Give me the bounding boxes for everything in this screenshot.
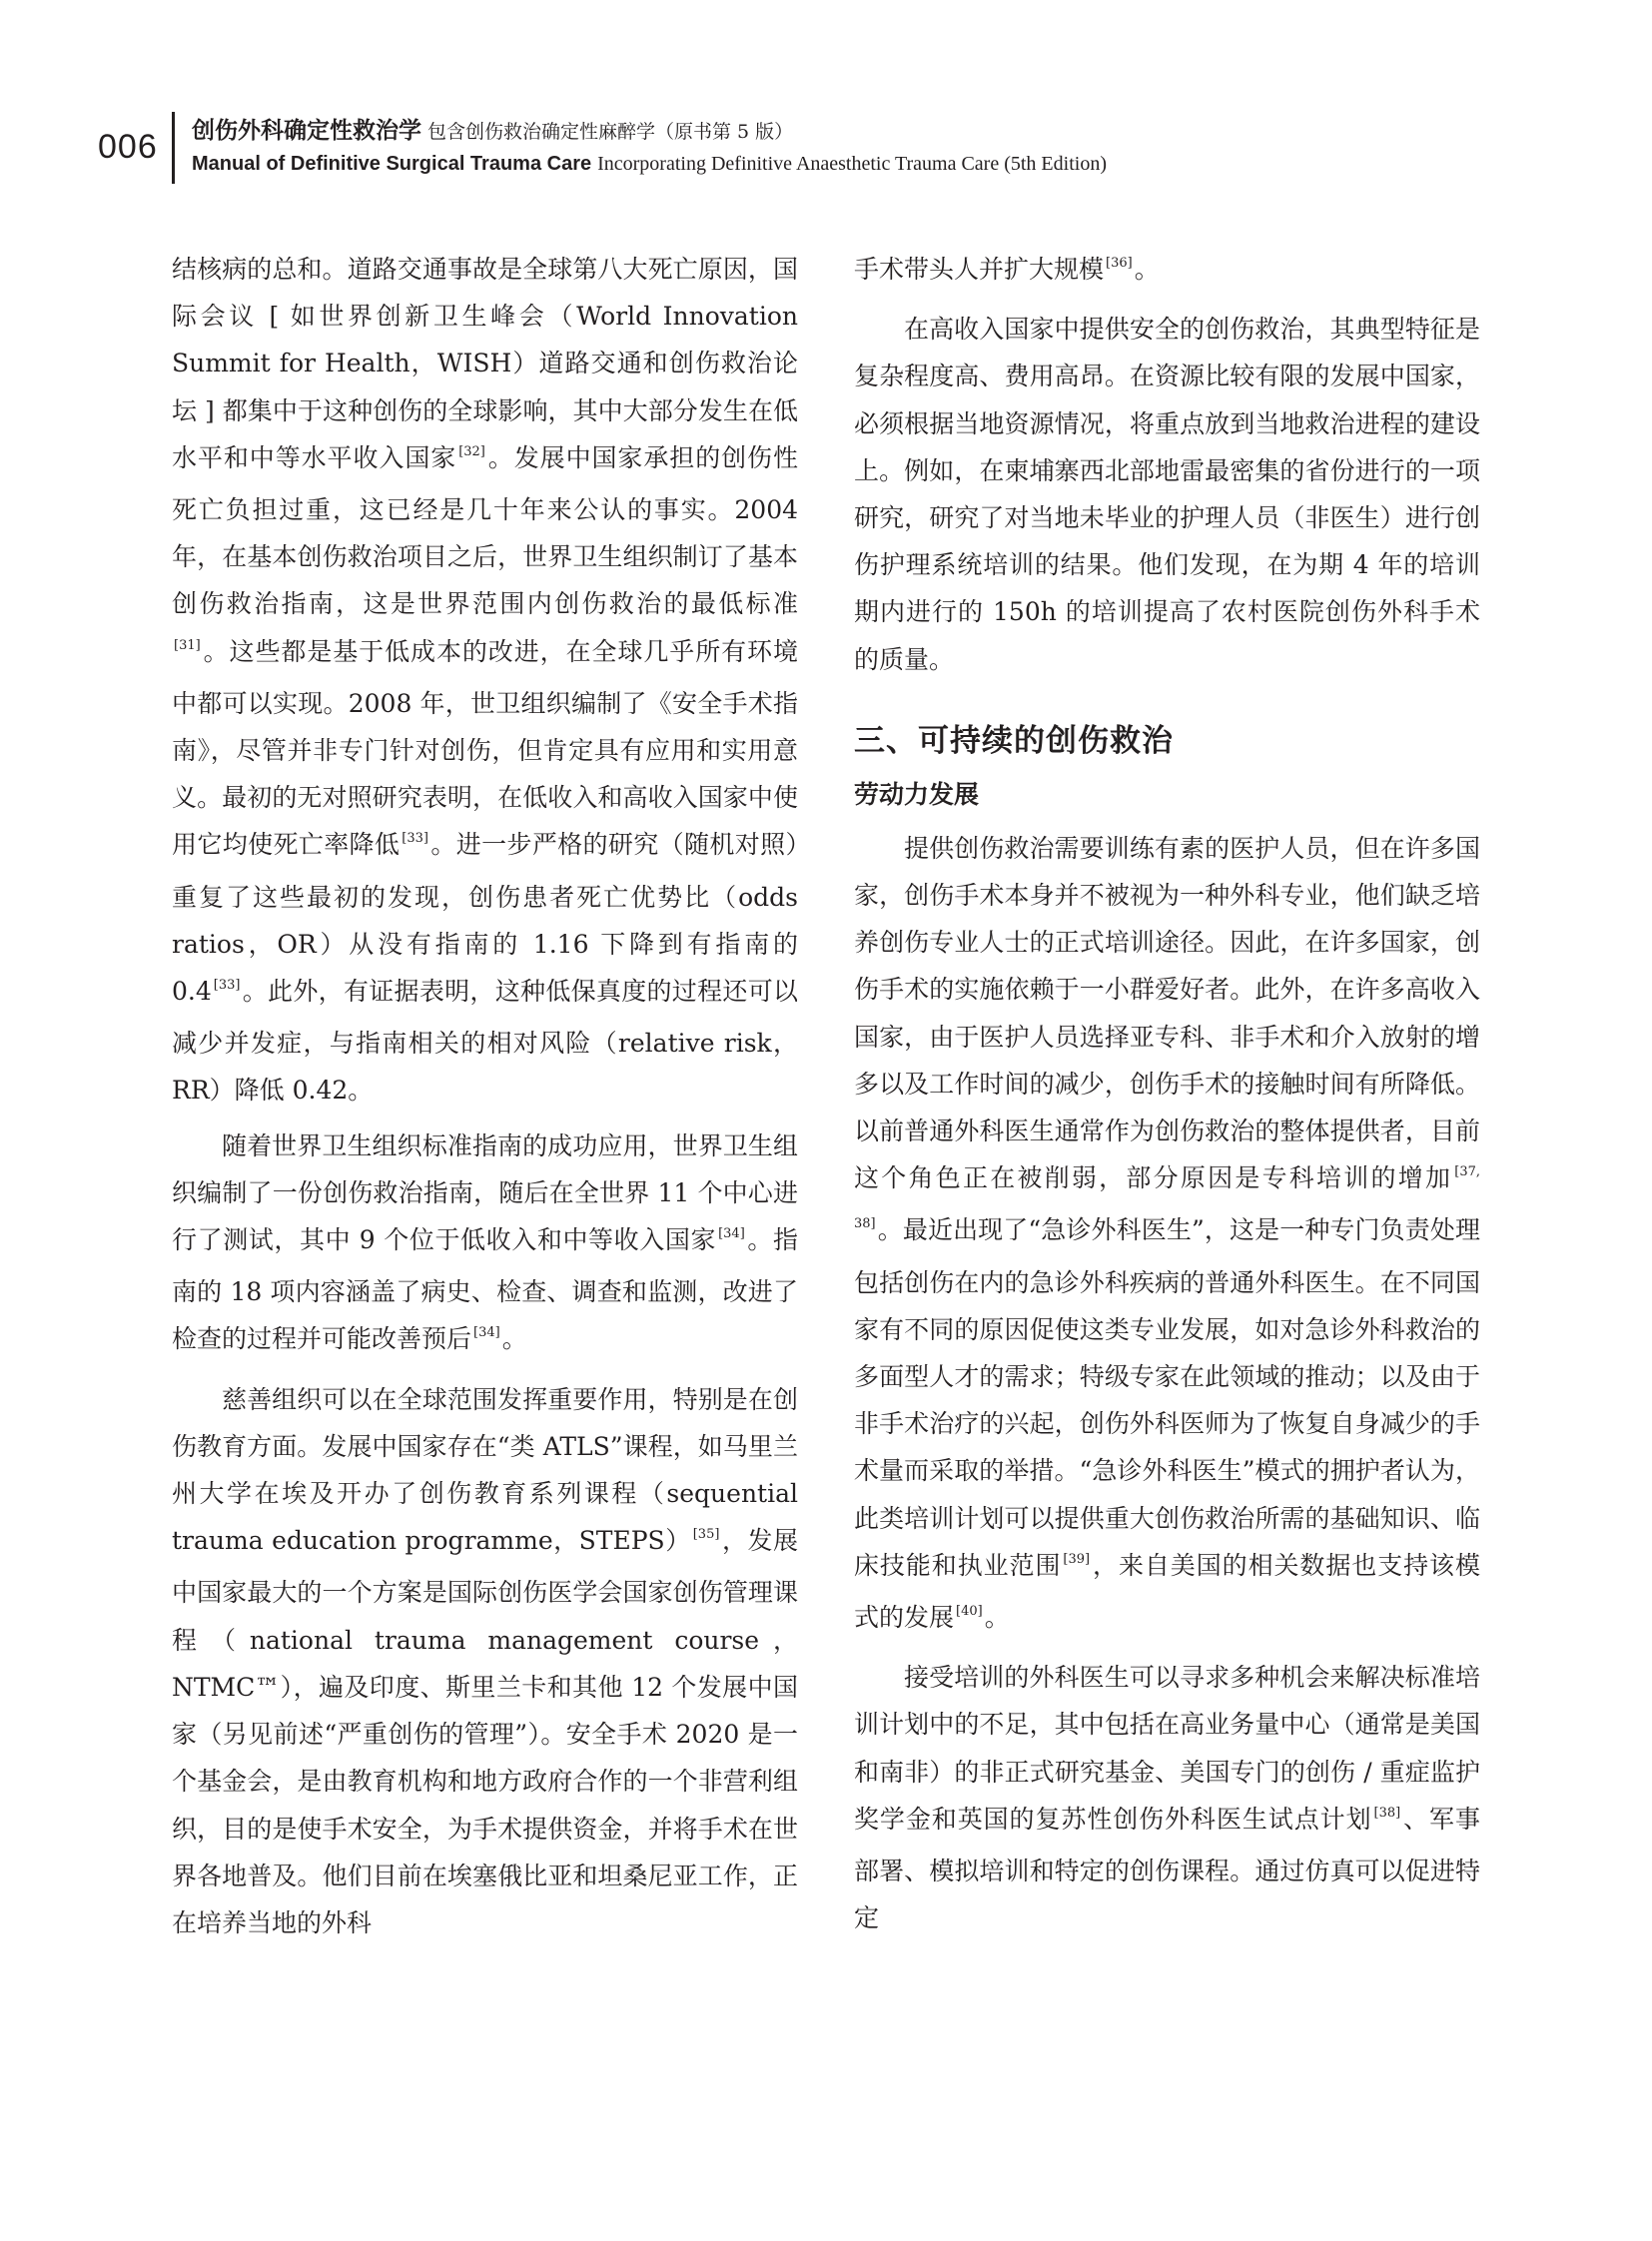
paragraph <box>854 825 1480 1646</box>
book-subtitle-en: Incorporating Definitive Anaesthetic Trauma Care (5th Edition) <box>597 153 1107 175</box>
text-run: 。此外，有证据表明，这种低保真度的过程还可以减少并发症，与指南相关的相对风险（relative risk，RR）降低 0.42。 <box>172 977 798 1106</box>
text-run: 。 <box>1134 255 1160 284</box>
text-run: 。进一步严格的研究（随机对照）重复了这些最初的发现，创伤患者死亡优势比（odds ratios，OR）从没有指南的 1.16 下降到有指南的 0.4 <box>172 830 798 1007</box>
header-title-zh <box>192 112 793 145</box>
paragraph <box>854 306 1480 683</box>
right-column <box>854 246 1480 1942</box>
text-run: 。这些都是基于低成本的改进，在全球几乎所有环境中都可以实现。2008 年，世卫组织编制了《安全手术指南》，尽管并非专门针对创伤，但肯定具有应用和实用意义。最初的无对照研究表明，在低收入和高收入国家中使用它均使死亡率降低 <box>172 636 798 860</box>
page-header <box>0 0 1652 190</box>
text-run: 。指南的 18 项内容涵盖了病史、检查、调查和监测，改进了检查的过程并可能改善预后 <box>172 1225 798 1354</box>
citation: [35] <box>692 1527 720 1543</box>
paragraph <box>172 1376 798 1946</box>
citation: [37, 38] <box>854 1164 1480 1232</box>
citation: [34] <box>718 1226 745 1242</box>
citation: [32] <box>458 443 485 459</box>
text-run: 提供创伤救治需要训练有素的医护人员，但在许多国家，创伤手术本身并不被视为一种外科专业，他们缺乏培养创伤专业人士的正式培训途径。因此，在许多国家，创伤手术的实施依赖于一小群爱好者。此外，在许多高收入国家，由于医护人员选择亚专科、非手术和介入放射的增多以及工作时间的减少，创伤手术的接触时间有所降低。以前普通外科医生通常作为创伤救治的整体提供者，目前这个角色正在被削弱，部分原因是专科培训的增加 <box>854 833 1480 1193</box>
citation: [31] <box>174 637 201 653</box>
text-run: 。发展中国家承担的创伤性死亡负担过重，这已经是几十年来公认的事实。2004 年，在基本创伤救治项目之后，世界卫生组织制订了基本创伤救治指南，这是世界范围内创伤救治的最低标准 <box>172 442 798 619</box>
citation: [39] <box>1063 1551 1091 1567</box>
text-run: 在高收入国家中提供安全的创伤救治，其典型特征是复杂程度高、费用高昂。在资源比较有限的发展中国家，必须根据当地资源情况，将重点放到当地救治进程的建设上。例如，在柬埔寨西北部地雷最密集的省份进行的一项研究，研究了对当地未毕业的护理人员（非医生）进行创伤护理系统培训的结果。他们发现，在为期 4 年的培训期内进行的 150h 的培训提高了农村医院创伤外科手术的质量。 <box>854 315 1480 674</box>
citation: [36] <box>1106 256 1133 271</box>
header-title-en <box>192 151 1107 176</box>
text-run: 。最近出现了“急诊外科医生”，这是一种专门负责处理包括创伤在内的急诊外科疾病的普通外科医生。在不同国家有不同的原因促使这类专业发展，如对急诊外科救治的多面型人才的需求；特级专家在此领域的推动；以及由于非手术治疗的兴起，创伤外科医师为了恢复自身减少的手术量而采取的举措。“急诊外科医生”模式的拥护者认为，此类培训计划可以提供重大创伤救治所需的基础知识、临床技能和执业范围 <box>854 1215 1480 1580</box>
citation: [33] <box>213 978 241 994</box>
paragraph <box>854 246 1480 298</box>
page-number: 006 <box>98 128 158 166</box>
text-run: 结核病的总和。道路交通事故是全球第八大死亡原因，国际会议 [ 如世界创新卫生峰会（World Innovation Summit for Health，WISH）道路交通和创伤救治论坛 ] 都集中于这种创伤的全球影响，其中大部分发生在低水平和中等水平收入国家 <box>172 255 798 472</box>
citation: [34] <box>473 1325 500 1341</box>
text-run: 。 <box>501 1324 527 1354</box>
paragraph <box>172 246 798 1115</box>
citation: [40] <box>956 1604 983 1620</box>
text-run: 慈善组织可以在全球范围发挥重要作用，特别是在创伤教育方面。发展中国家存在“类 ATLS”课程，如马里兰州大学在埃及开办了创伤教育系列课程（sequential trauma education programme，STEPS） <box>172 1384 798 1556</box>
citation: [38] <box>1373 1805 1401 1821</box>
paragraph <box>854 1654 1480 1941</box>
paragraph <box>172 1122 798 1368</box>
book-title-en: Manual of Definitive Surgical Trauma Care <box>192 153 592 175</box>
left-column <box>172 246 798 1946</box>
text-run: 、军事部署、模拟培训和特定的创伤课程。通过仿真可以促进特定 <box>854 1804 1480 1933</box>
section-heading: 三、可持续的创伤救治 <box>854 722 1174 759</box>
text-run: ，来自美国的相关数据也支持该模式的发展 <box>854 1550 1480 1633</box>
text-run: 随着世界卫生组织标准指南的成功应用，世界卫生组织编制了一份创伤救治指南，随后在全世界 11 个中心进行了测试，其中 9 个位于低收入和中等收入国家 <box>172 1130 798 1255</box>
book-title-zh: 创伤外科确定性救治学 <box>192 118 421 144</box>
header-divider <box>172 112 175 184</box>
subsection-heading: 劳动力发展 <box>854 779 980 809</box>
text-run: 手术带头人并扩大规模 <box>854 255 1105 284</box>
book-subtitle-zh: 包含创伤救治确定性麻醉学（原书第 5 版） <box>427 121 794 143</box>
text-run: 。 <box>984 1603 1010 1633</box>
text-run: 接受培训的外科医生可以寻求多种机会来解决标准培训计划中的不足，其中包括在高业务量中心（通常是美国和南非）的非正式研究基金、美国专门的创伤 / 重症监护奖学金和英国的复苏性创伤外科医生试点计划 <box>854 1663 1480 1834</box>
citation: [33] <box>402 831 428 847</box>
text-run: ，发展中国家最大的一个方案是国际创伤医学会国家创伤管理课程（national trauma management course，NTMC™），遍及印度、斯里兰卡和其他 12 个发展中国家（另见前述“严重创伤的管理”）。安全手术 2020 是一个基金会，是由教育机构和地方政府合作的一个非营利组织，目的是使手术安全，为手术提供资金，并将手术在世界各地普及。他们目前在埃塞俄比亚和坦桑尼亚工作，正在培养当地的外科 <box>172 1526 798 1937</box>
